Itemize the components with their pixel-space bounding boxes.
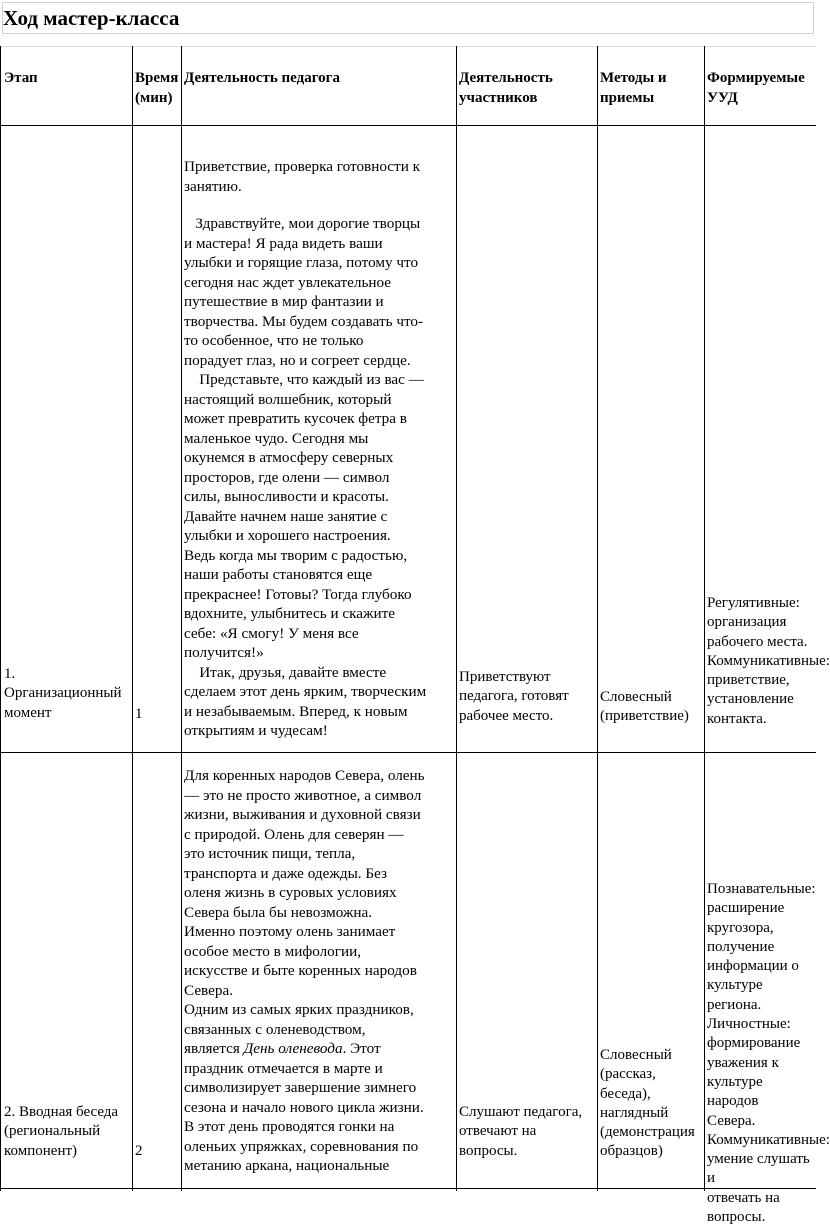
row-divider (0, 1188, 816, 1189)
row-uud: Познавательные: расширение кругозора, получение информации о культуре региона. Личностные: формирование уважения к культуре народов Севера. Коммуникативные: умение слушать и отвечать на вопросы. (707, 881, 830, 1226)
row-teacher-intro: Приветствие, проверка готовности к занятию. (184, 158, 420, 195)
header-uud: Формируемые УУД (707, 70, 805, 106)
row-participants: Приветствуют педагога, готовят рабочее место. (459, 669, 569, 724)
col-divider (181, 46, 182, 1191)
row-uud: Регулятивные: организация рабочего места. Коммуникативные: приветствие, установление контакта. (707, 595, 830, 727)
row-stage: 2. Вводная беседа (региональный компонент) (4, 1104, 119, 1159)
row-time: 1 (135, 706, 143, 722)
page-title: Ход мастер-класса (2, 2, 814, 34)
col-divider (704, 46, 705, 1191)
row-stage: 1. Организационный момент (4, 666, 122, 721)
header-stage: Этап (4, 70, 38, 86)
row-methods: Словесный (приветствие) (600, 689, 689, 725)
row-teacher-text: Для коренных народов Севера, олень — это не просто животное, а символ жизни, выживания и духовной связи с природой. Олень для северян — это источник пищи, тепла, транспорта и даже одежды. Без оленя жизнь в суровых условиях Севера была бы невозможна. Именно поэтому олень занимает особое место в мифологии, искусстве и быте коренных народов Севера. Одним из самых ярких праздников, связанных с оленеводством, является День оленевода. Этот праздник отмечается в марте и символизирует завершение зимнего сезона и начало нового цикла жизни. В этот день проводятся гонки на оленьих упряжках, соревнования по метанию аркана, национальные (184, 767, 425, 1174)
row-time: 2 (135, 1143, 143, 1159)
holiday-name: День оленевода (243, 1040, 343, 1057)
row-divider (0, 125, 816, 126)
col-divider (597, 46, 598, 1191)
col-divider (456, 46, 457, 1191)
header-time: Время (мин) (135, 70, 179, 106)
header-participant-activity: Деятельность участников (459, 70, 553, 106)
table-left-border (0, 46, 1, 1191)
row-divider (0, 752, 816, 753)
row-teacher-text: Здравствуйте, мои дорогие творцы и мастера! Я рада видеть ваши улыбки и горящие глаза, потому что сегодня нас ждет увлекательное путешествие в мир фантазии и творчества. Мы будем создавать что- то особенное, что не только порадует глаз, но и согреет сердце. Представьте, что каждый из вас — настоящий волшебник, который может превратить кусочек фетра в маленькое чудо. Сегодня мы окунемся в атмосферу северных просторов, где олени — символ силы, выносливости и красоты. Давайте начнем наше занятие с улыбки и хорошего настроения. Ведь когда мы творим с радостью, наши работы становятся еще прекраснее! Готовы? Тогда глубоко вдохните, улыбнитесь и скажите себе: «Я смогу! У меня все получится!» Итак, друзья, давайте вместе сделаем этот день ярким, творческим и незабываемым. Вперед, к новым открытиям и чудесам! (184, 215, 427, 739)
header-teacher-activity: Деятельность педагога (184, 70, 340, 86)
col-divider (132, 46, 133, 1191)
row-methods: Словесный (рассказ, беседа), наглядный (демонстрация образцов) (600, 1047, 695, 1160)
row-participants: Слушают педагога, отвечают на вопросы. (459, 1104, 583, 1159)
header-methods: Методы и приемы (600, 70, 667, 106)
table-top-border (0, 46, 816, 47)
